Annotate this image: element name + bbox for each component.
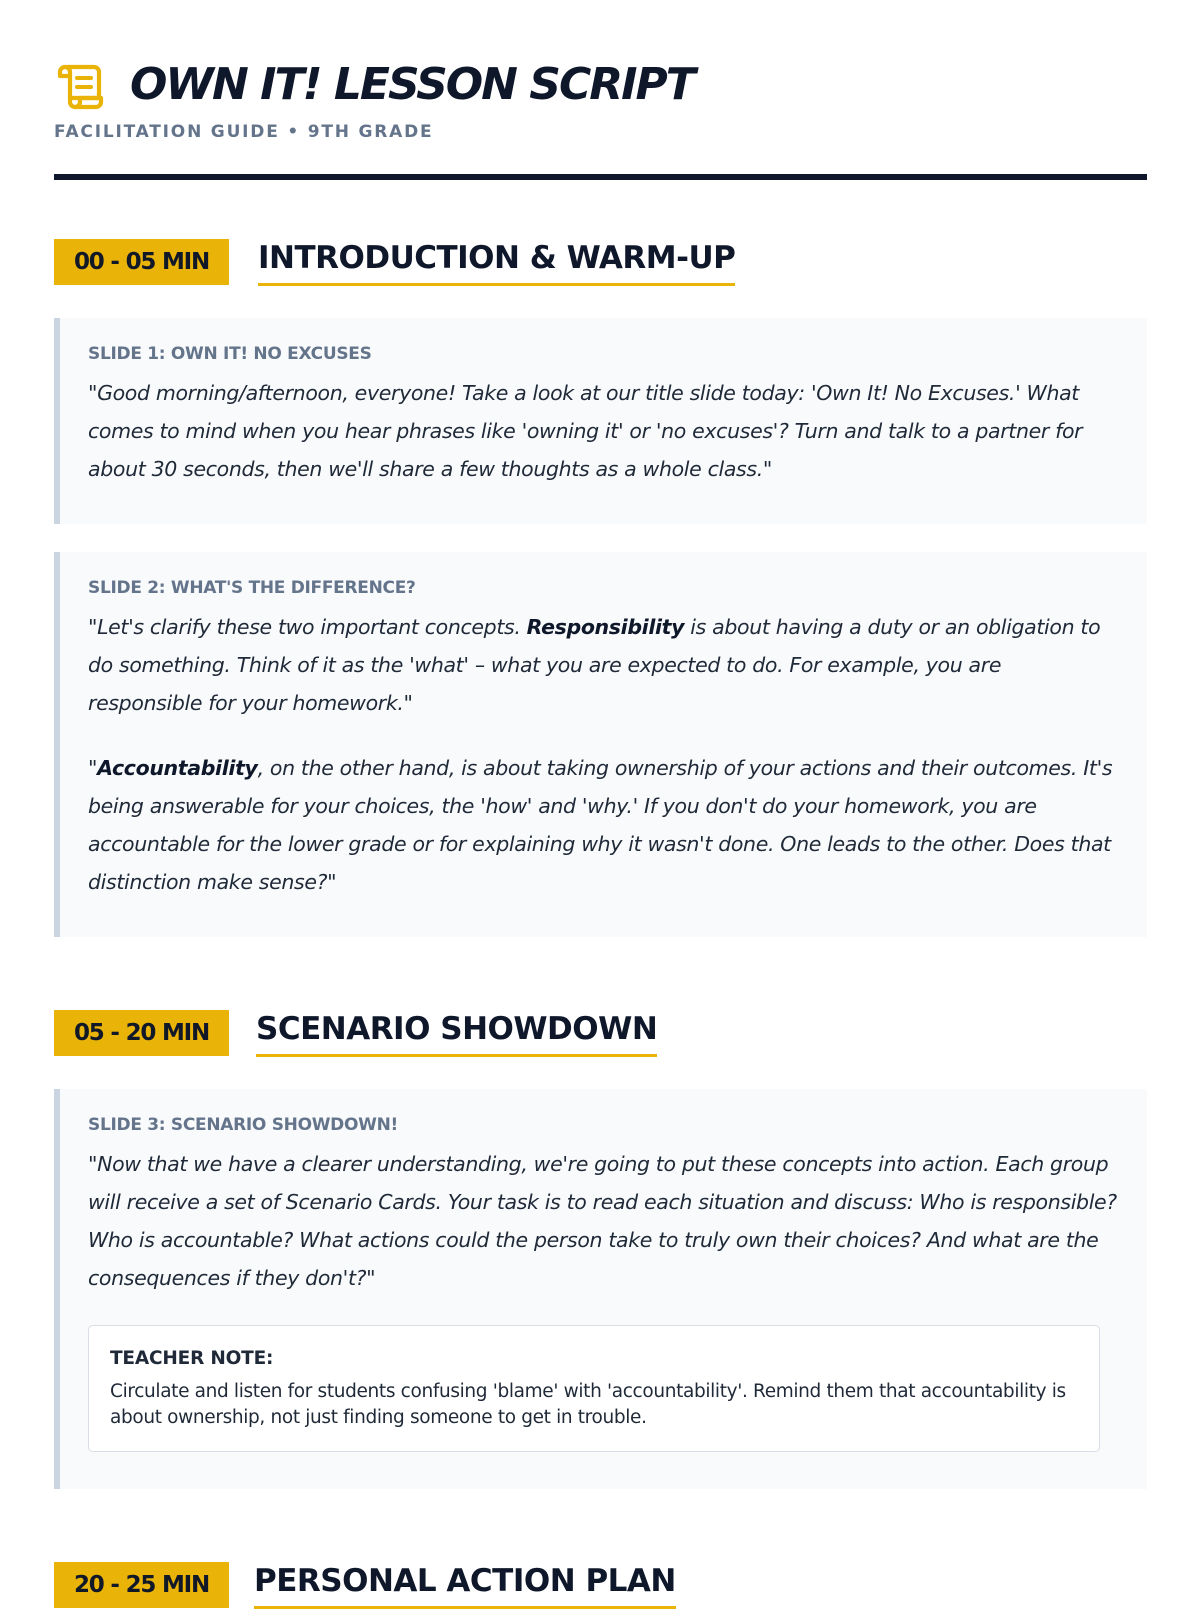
script-text: " <box>88 756 98 780</box>
section-title: INTRODUCTION & WARM-UP <box>258 237 735 286</box>
section-title: SCENARIO SHOWDOWN <box>256 1008 657 1057</box>
script-paragraph <box>88 374 1121 488</box>
slide-label: SLIDE 2: WHAT'S THE DIFFERENCE? <box>88 578 416 598</box>
time-badge: 00 - 05 MIN <box>54 239 229 285</box>
script-text: "Good morning/afternoon, everyone! Take a look at our title slide today: 'Own It! No Excuses.' What comes to mind when you hear phrases like 'owning it' or 'no excuses'? Turn and talk to a partner for about 30 seconds, then we'll share a few thoughts as a whole class." <box>88 381 1083 481</box>
teacher-note-label: TEACHER NOTE: <box>110 1348 274 1369</box>
section-header-introduction <box>54 239 1147 295</box>
section-title: PERSONAL ACTION PLAN <box>254 1560 676 1609</box>
slide-label: SLIDE 1: OWN IT! NO EXCUSES <box>88 344 372 364</box>
document-header <box>54 56 1147 180</box>
page-title: OWN IT! LESSON SCRIPT <box>130 59 694 110</box>
slide-card-2 <box>54 552 1147 937</box>
scroll-icon <box>54 62 106 110</box>
header-divider <box>54 174 1147 180</box>
script-text: "Now that we have a clearer understanding, we're going to put these concepts into action. Each group will receive a set of Scenario Cards. Your task is to read each situation and discuss: Who is responsible? Who is accountable? What actions could the person take to truly own their choices? And what are the consequences if they don't?" <box>88 1152 1117 1290</box>
section-header-scenario <box>54 1010 1147 1066</box>
script-text: , on the other hand, is about taking ownership of your actions and their outcomes. It's being answerable for your choices, the 'how' and 'why.' If you don't do your homework, you are accountable for the lower grade or for explaining why it wasn't done. One leads to the other. Does that distinction make sense?" <box>88 756 1113 894</box>
key-term: Responsibility <box>526 615 685 639</box>
script-paragraph <box>88 608 1121 722</box>
slide-card-1 <box>54 318 1147 524</box>
time-badge: 20 - 25 MIN <box>54 1562 229 1608</box>
section-header-action-plan <box>54 1562 1147 1618</box>
script-paragraph <box>88 1145 1121 1297</box>
script-text: "Let's clarify these two important concepts. <box>88 615 527 639</box>
time-badge: 05 - 20 MIN <box>54 1010 229 1056</box>
key-term: Accountability <box>97 756 258 780</box>
slide-card-3 <box>54 1089 1147 1489</box>
teacher-note-text: Circulate and listen for students confusing 'blame' with 'accountability'. Remind them that accountability is about ownership, not just finding someone to get in trouble. <box>110 1381 1066 1428</box>
slide-label: SLIDE 3: SCENARIO SHOWDOWN! <box>88 1115 398 1135</box>
teacher-note <box>88 1325 1100 1452</box>
script-text: is about having a duty or an obligation to do something. Think of it as the 'what' – what you are expected to do. For example, you are responsible for your homework." <box>88 615 1101 715</box>
script-paragraph <box>88 749 1121 901</box>
page-subtitle: FACILITATION GUIDE • 9TH GRADE <box>54 122 434 142</box>
